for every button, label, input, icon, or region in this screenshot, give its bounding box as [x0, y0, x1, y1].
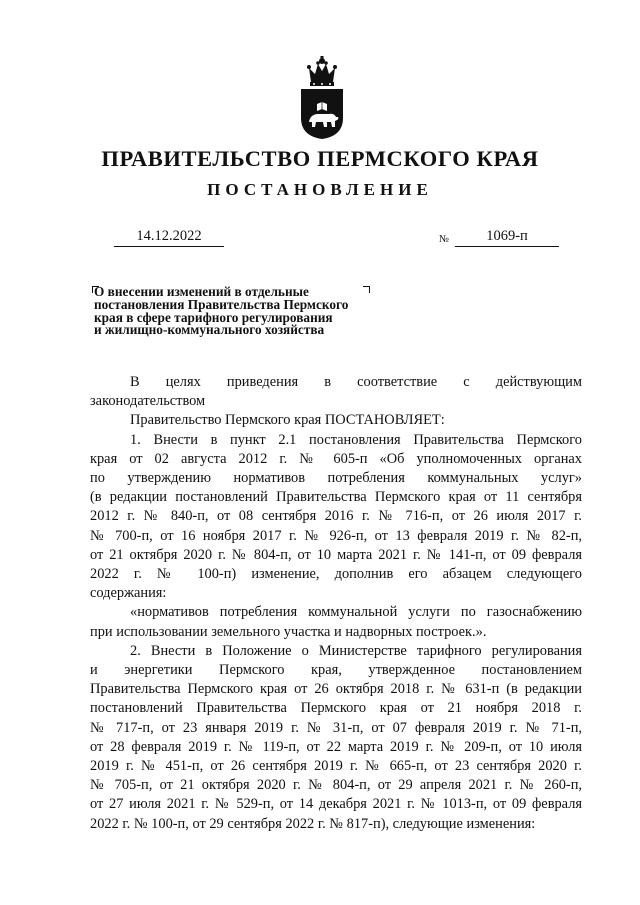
- body-line: содержания:: [90, 585, 167, 602]
- body-line: 2019 г. № 451-п, от 26 сентября 2019 г. № 665-п, от 23 сентября 2020 г.: [90, 758, 582, 775]
- body-line: от 21 октября 2020 г. № 804-п, от 10 марта 2021 г. № 141-п, от 09 февраля: [90, 546, 582, 563]
- body-line: В целях приведения в соответствие с действующим: [130, 374, 582, 390]
- body-line: по утверждению нормативов потребления коммунальных услуг»: [90, 470, 582, 487]
- document-number: 1069-п: [455, 228, 559, 247]
- subject-line: края в сфере тарифного регулирования: [94, 309, 333, 325]
- body-line: от 27 июля 2021 г. № 529-п, от 14 декабря 2021 г. № 1013-п, от 09 февраля: [90, 796, 582, 813]
- number-sign: №: [439, 234, 450, 245]
- body-line: № 700-п, от 16 ноября 2017 г. № 926-п, от 13 февраля 2019 г. № 82-п,: [90, 527, 582, 544]
- subject-block: [94, 286, 404, 337]
- document-date: 14.12.2022: [114, 228, 224, 247]
- subject-line: и жилищно-коммунального хозяйства: [94, 322, 325, 338]
- body-line: законодательством: [90, 393, 206, 410]
- body-line: Правительство Пермского края ПОСТАНОВЛЯЕТ:: [130, 412, 445, 429]
- body-line: при использовании земельного участка и надворных построек.».: [90, 623, 487, 640]
- body-line: 2022 г. № 100-п, от 29 сентября 2022 г. № 817-п), следующие изменения:: [90, 815, 536, 832]
- body-line: Правительства Пермского края от 26 октября 2018 г. № 631-п (в редакции: [90, 681, 582, 698]
- body-line: постановлений Правительства Пермского края от 21 ноября 2018 г.: [90, 700, 582, 717]
- body-line: 2. Внести в Положение о Министерстве тарифного регулирования: [130, 642, 582, 659]
- body-line: 2022 г. № 100-п) изменение, дополнив его абзацем следующего: [90, 566, 582, 583]
- government-title: ПРАВИТЕЛЬСТВО ПЕРМСКОГО КРАЯ: [101, 146, 539, 171]
- body-line: и энергетики Пермского края, утвержденное постановлением: [90, 662, 582, 679]
- body-line: № 717-п, от 23 января 2019 г. № 31-п, от 07 февраля 2019 г. № 71-п,: [90, 719, 582, 736]
- subject-line: постановления Правительства Пермского: [94, 296, 349, 312]
- body-line: края от 02 августа 2012 г. № 605-п «Об уполномоченных органах: [90, 450, 582, 467]
- body-line: 2012 г. № 840-п, от 08 сентября 2016 г. № 716-п, от 26 июля 2017 г.: [90, 508, 582, 525]
- body-line: № 705-п, от 21 октября 2020 г. № 804-п, от 29 апреля 2021 г. № 260-п,: [90, 777, 582, 794]
- document-type-heading: ПОСТАНОВЛЕНИЕ: [207, 180, 433, 199]
- subject-line: О внесении изменений в отдельные: [94, 284, 309, 299]
- body-line: «нормативов потребления коммунальной услуги по газоснабжению: [130, 604, 582, 621]
- coat-of-arms-icon: [298, 56, 346, 140]
- body-line: 1. Внести в пункт 2.1 постановления Правительства Пермского: [130, 431, 582, 448]
- body-paragraph-preamble: [90, 373, 582, 834]
- body-line: от 28 февраля 2019 г. № 119-п, от 22 марта 2019 г. № 209-п, от 10 июля: [90, 738, 582, 755]
- body-line: (в редакции постановлений Правительства Пермского края от 11 сентября: [90, 489, 582, 506]
